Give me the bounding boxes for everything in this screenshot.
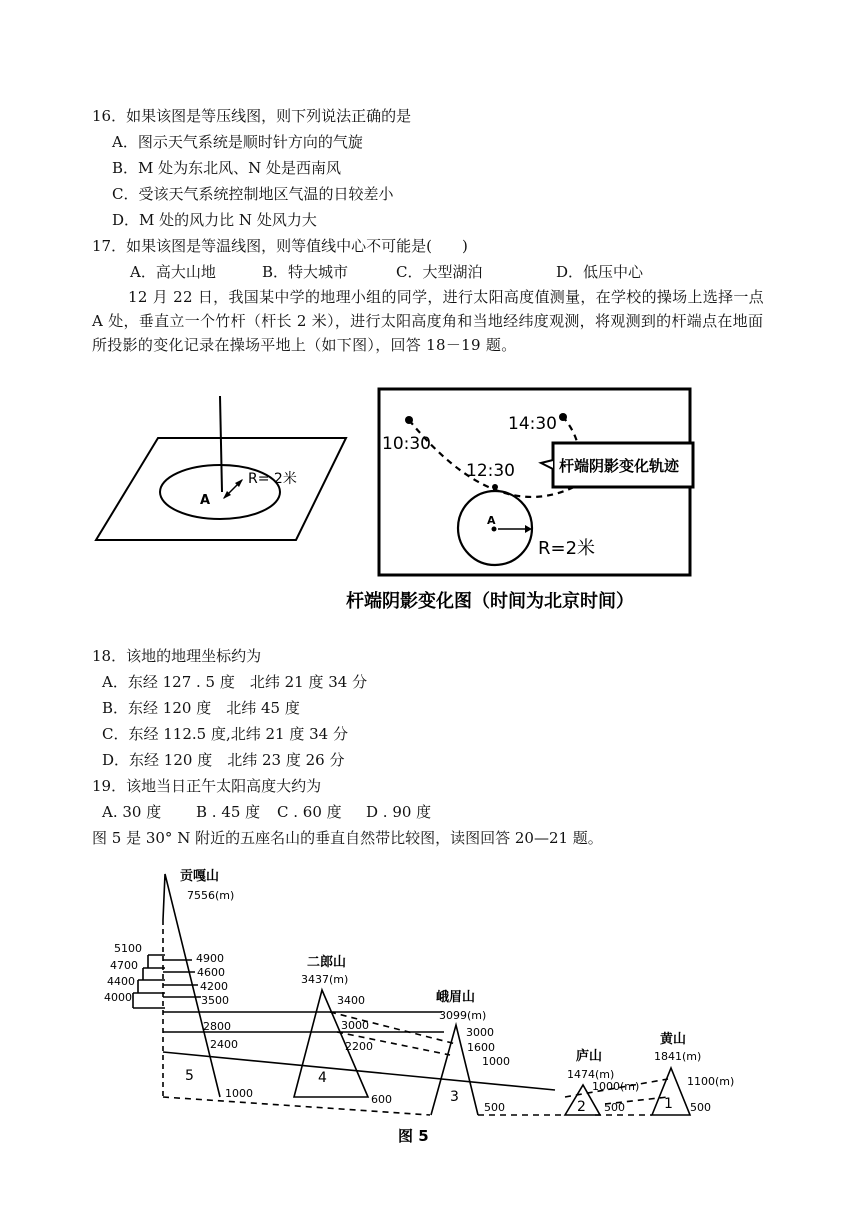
lushan-number: 2 bbox=[577, 1099, 586, 1115]
point-1430 bbox=[559, 413, 567, 421]
gongga-right-label: 4600 bbox=[197, 966, 225, 979]
huangshan-number: 1 bbox=[664, 1096, 673, 1112]
lushan-name: 庐山 bbox=[576, 1049, 603, 1064]
figure-5-caption: 图 5 bbox=[398, 1127, 429, 1145]
q19-stem: 19．该地当日正午太阳高度大约为 bbox=[92, 777, 322, 795]
huangshan-label: 1100(m) bbox=[687, 1075, 735, 1088]
point-1030 bbox=[405, 416, 413, 424]
lushan-label: 500 bbox=[604, 1101, 625, 1114]
q19-option-b: B . 45 度 bbox=[196, 803, 261, 821]
emei-label: 1600 bbox=[467, 1041, 495, 1054]
emei-height: 3099(m) bbox=[439, 1009, 487, 1022]
emei-label: 500 bbox=[484, 1101, 505, 1114]
q16-option-c: C．受该天气系统控制地区气温的日较差小 bbox=[112, 185, 394, 203]
point-a-label: A bbox=[200, 493, 211, 508]
q16-option-a: A．图示天气系统是顺时针方向的气旋 bbox=[112, 133, 363, 151]
q17-option-a: A．高大山地 bbox=[130, 263, 216, 281]
radius-label: R= 2米 bbox=[248, 471, 297, 487]
point-1230 bbox=[492, 484, 498, 490]
emei-number: 3 bbox=[450, 1089, 459, 1105]
gongga-left-label: 4700 bbox=[110, 959, 138, 972]
q16-stem: 16．如果该图是等压线图，则下列说法正确的是 bbox=[92, 107, 412, 125]
q17-stem: 17．如果该图是等温线图，则等值线中心不可能是( ) bbox=[92, 237, 468, 255]
q18-option-a: A．东经 127 . 5 度 北纬 21 度 34 分 bbox=[102, 673, 368, 691]
huangshan-label: 500 bbox=[690, 1101, 711, 1114]
gongga-left-label: 4000 bbox=[104, 991, 132, 1004]
gongga-right-label: 2800 bbox=[203, 1020, 231, 1033]
callout-text: 杆端阴影变化轨迹 bbox=[559, 457, 680, 475]
gongga-name: 贡嘎山 bbox=[180, 869, 220, 884]
gongga-right-label: 1000 bbox=[225, 1087, 253, 1100]
q19-option-a: A. 30 度 bbox=[102, 803, 162, 821]
time-1430-label: 14:30 bbox=[508, 414, 557, 434]
erlang-label: 3000 bbox=[341, 1019, 369, 1032]
q19-option-d: D . 90 度 bbox=[366, 803, 432, 821]
callout-pointer bbox=[541, 460, 553, 469]
figure-5-mountains bbox=[0, 855, 860, 1155]
erlang-label: 600 bbox=[371, 1093, 392, 1106]
bamboo-pole bbox=[220, 396, 222, 492]
fig5-intro: 图 5 是 30° N 附近的五座名山的垂直自然带比较图，读图回答 20—21 题。 bbox=[92, 829, 603, 847]
huangshan-name: 黄山 bbox=[660, 1032, 687, 1047]
gongga-right-label: 4200 bbox=[200, 980, 228, 993]
erlang-name: 二郎山 bbox=[307, 955, 347, 970]
lushan-label: 1000(m) bbox=[592, 1080, 640, 1093]
point-a-label: A bbox=[487, 514, 496, 527]
lushan-height: 1474(m) bbox=[567, 1068, 615, 1081]
passage-text: 12 月 22 日，我国某中学的地理小组的同学，进行太阳高度值测量，在学校的操场上选择一点 A 处，垂直立一个竹杆（杆长 2 米），进行太阳高度角和当地经纬度观测，将观测到的杆端点在地面所投影的变化记录在操场平地上（如下图），回答 18－19 题。 bbox=[92, 288, 764, 354]
gongga-right-label: 2400 bbox=[210, 1038, 238, 1051]
pole-figure bbox=[96, 388, 366, 546]
gongga-right-label: 3500 bbox=[201, 994, 229, 1007]
gongga-left-label: 5100 bbox=[114, 942, 142, 955]
gongga-right-label: 4900 bbox=[196, 952, 224, 965]
q18-option-c: C．东经 112.5 度,北纬 21 度 34 分 bbox=[102, 725, 348, 743]
q18-option-d: D．东经 120 度 北纬 23 度 26 分 bbox=[102, 751, 345, 769]
time-1230-label: 12:30 bbox=[466, 461, 515, 481]
q18-stem: 18．该地的地理坐标约为 bbox=[92, 647, 262, 665]
q17-option-d: D．低压中心 bbox=[556, 263, 644, 281]
q19-option-c: C . 60 度 bbox=[277, 803, 342, 821]
erlang-label: 3400 bbox=[337, 994, 365, 1007]
gongga-height: 7556(m) bbox=[187, 889, 235, 902]
erlang-label: 2200 bbox=[345, 1040, 373, 1053]
shadow-trajectory-figure bbox=[346, 386, 706, 616]
erlang-number: 4 bbox=[318, 1070, 327, 1086]
radius-label: R=2米 bbox=[538, 538, 596, 559]
q16-option-b: B．M 处为东北风、N 处是西南风 bbox=[112, 159, 342, 177]
emei-name: 峨眉山 bbox=[436, 990, 476, 1005]
q17-option-c: C．大型湖泊 bbox=[396, 263, 483, 281]
gongga-left-label: 4400 bbox=[107, 975, 135, 988]
emei-label: 3000 bbox=[466, 1026, 494, 1039]
time-1030-label: 10:30 bbox=[382, 434, 431, 454]
q18-option-b: B．东经 120 度 北纬 45 度 bbox=[102, 699, 300, 717]
point-a bbox=[492, 527, 497, 532]
gongga-number: 5 bbox=[185, 1068, 194, 1084]
emei-label: 1000 bbox=[482, 1055, 510, 1068]
figure-caption: 杆端阴影变化图（时间为北京时间） bbox=[346, 591, 634, 612]
q16-option-d: D．M 处的风力比 N 处风力大 bbox=[112, 211, 317, 229]
erlang-height: 3437(m) bbox=[301, 973, 349, 986]
huangshan-height: 1841(m) bbox=[654, 1050, 702, 1063]
q17-option-b: B．特大城市 bbox=[262, 263, 349, 281]
